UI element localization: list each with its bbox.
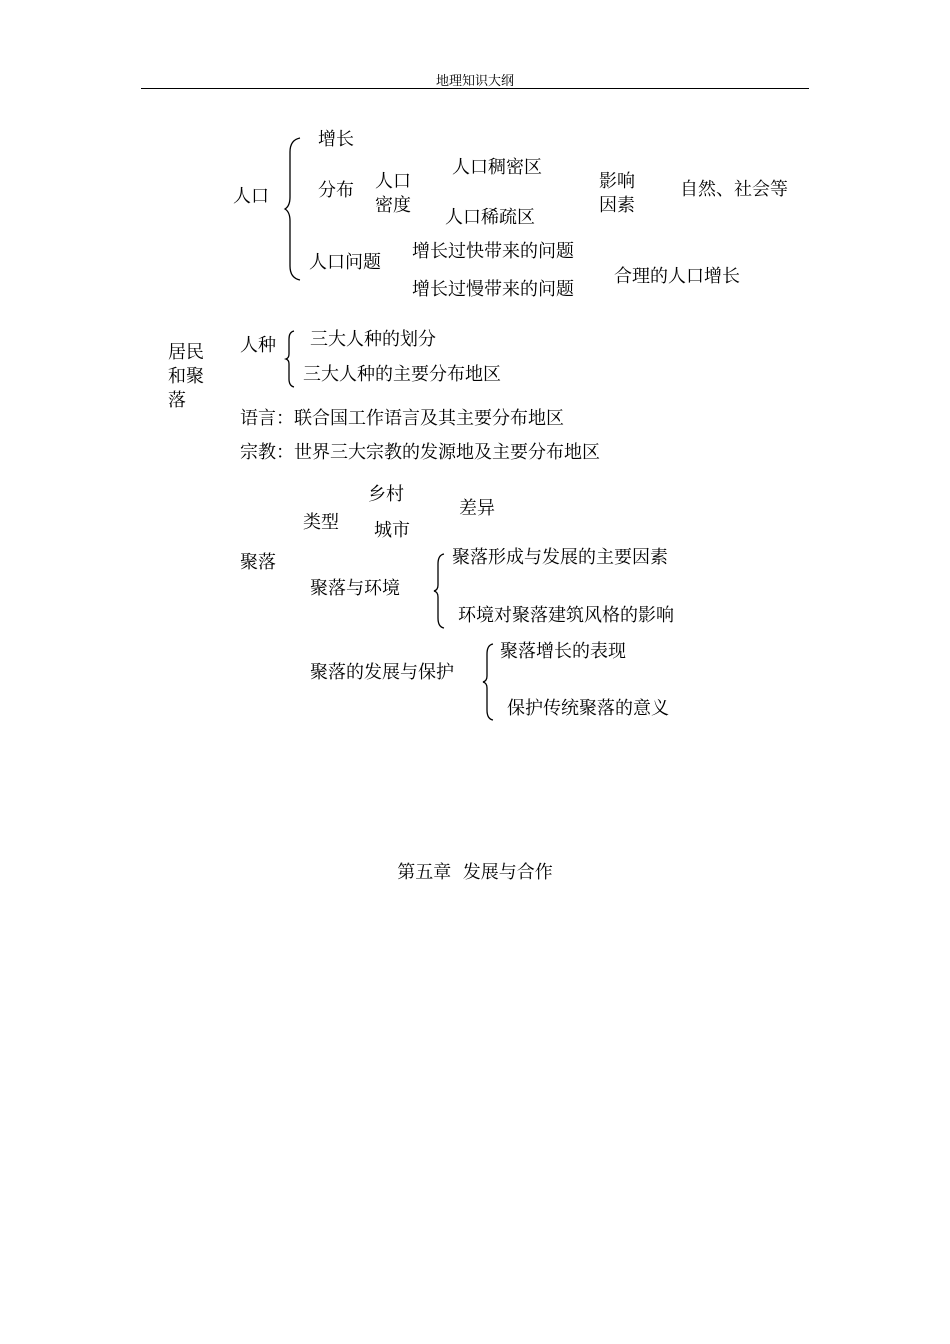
factors-detail: 自然、社会等 [680, 179, 788, 200]
race-label: 人种 [240, 335, 276, 356]
header-rule [141, 88, 809, 89]
settlement-rural: 乡村 [368, 484, 404, 505]
race-division: 三大人种的划分 [310, 329, 436, 350]
architecture-influence: 环境对聚落建筑风格的影响 [458, 605, 674, 626]
problem-slow-growth: 增长过慢带来的问题 [412, 279, 574, 300]
settlement-label: 聚落 [240, 552, 276, 573]
settlement-types: 类型 [303, 512, 339, 533]
section-label: 居民和聚落 [168, 342, 204, 411]
protection-significance: 保护传统聚落的意义 [507, 698, 669, 719]
sparse-area: 人口稀疏区 [445, 207, 535, 228]
development-left-brace-icon [482, 643, 496, 721]
growth-signs: 聚落增长的表现 [500, 641, 626, 662]
settlement-difference: 差异 [459, 498, 495, 519]
dense-area: 人口稠密区 [452, 157, 542, 178]
race-regions: 三大人种的主要分布地区 [303, 364, 501, 385]
settlement-development: 聚落的发展与保护 [310, 662, 454, 683]
population-growth: 增长 [318, 129, 354, 150]
settlement-environment: 聚落与环境 [310, 578, 400, 599]
population-problems: 人口问题 [309, 252, 381, 273]
population-left-brace-icon [284, 137, 304, 281]
religion-line: 宗教：世界三大宗教的发源地及主要分布地区 [240, 442, 600, 463]
environment-left-brace-icon [433, 553, 447, 629]
race-left-brace-icon [285, 330, 297, 388]
reasonable-growth: 合理的人口增长 [614, 266, 740, 287]
page-header-title: 地理知识大纲 [435, 74, 514, 89]
formation-factors: 聚落形成与发展的主要因素 [452, 547, 668, 568]
problem-fast-growth: 增长过快带来的问题 [412, 241, 574, 262]
population-density: 人口密度 [375, 171, 411, 216]
population-distribution: 分布 [318, 180, 354, 201]
population-label: 人口 [233, 186, 269, 207]
influencing-factors: 影响因素 [599, 171, 635, 216]
next-chapter-title: 第五章 发展与合作 [397, 862, 553, 883]
language-line: 语言：联合国工作语言及其主要分布地区 [240, 408, 564, 429]
settlement-urban: 城市 [374, 520, 410, 541]
